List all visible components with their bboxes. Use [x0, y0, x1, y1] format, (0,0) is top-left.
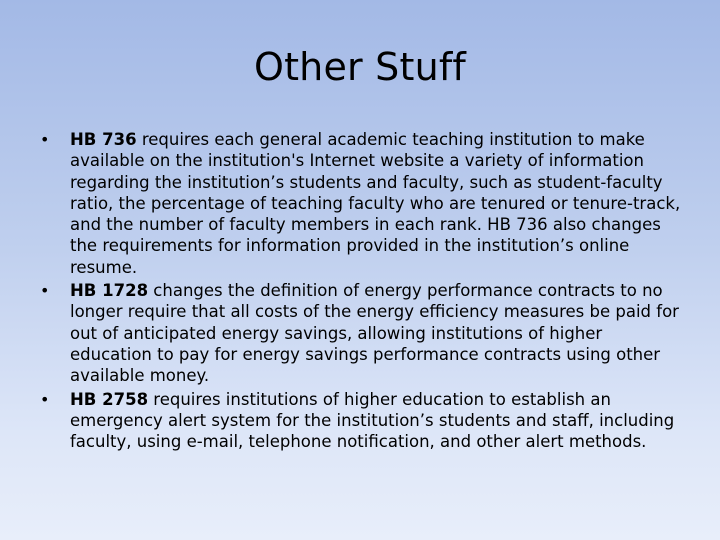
bullet-item-hb736: [36, 129, 686, 278]
bullet-icon: •: [40, 130, 50, 149]
bullet-item-hb2758: [36, 389, 686, 453]
bullet-text: requires institutions of higher education to establish an emergency alert system for the institution’s students and staff, including faculty, using e-mail, telephone notification, and other alert methods.: [70, 389, 675, 452]
bullet-text: requires each general academic teaching institution to make available on the institution's Internet website a variety of information regarding the institution’s students and faculty, such as student-faculty ratio, the percentage of teaching faculty who are tenured or tenure-track, and the number of faculty members in each rank. HB 736 also changes the requirements for information provided in the institution’s online resume.: [70, 130, 681, 277]
bill-number: HB 736: [70, 130, 137, 149]
bullet-item-hb1728: [36, 280, 686, 386]
bullet-icon: •: [40, 389, 50, 409]
bullet-list: [36, 129, 686, 454]
bill-number: HB 1728: [70, 281, 149, 301]
slide-title: Other Stuff: [253, 45, 467, 89]
bullet-text: changes the definition of energy performance contracts to no longer require that all costs of the energy efficiency measures be paid for out of anticipated energy savings, allowing institutions of higher education to pay for energy savings performance contracts using other available money.: [70, 281, 679, 386]
bill-number: HB 2758: [70, 389, 149, 409]
bullet-icon: •: [40, 281, 50, 301]
